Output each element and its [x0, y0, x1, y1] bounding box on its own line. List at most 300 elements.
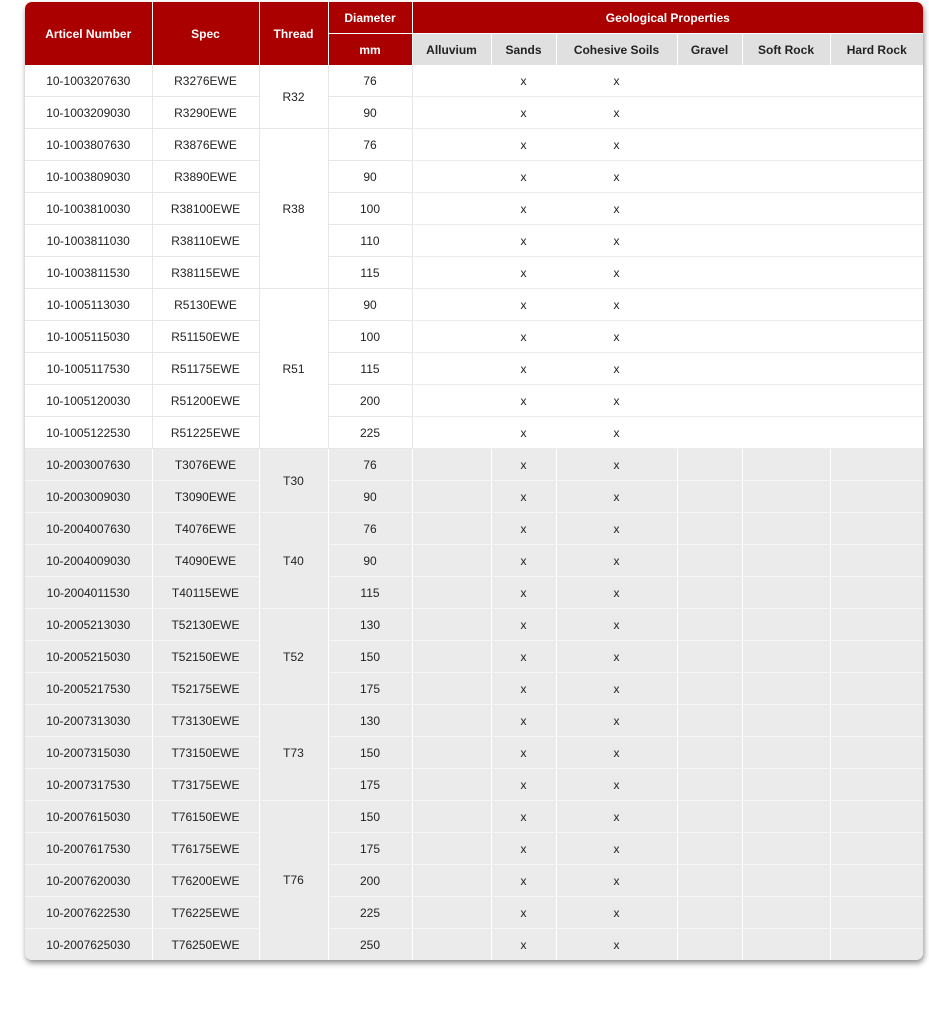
table-row	[25, 129, 923, 161]
cell-diameter: 76	[328, 513, 412, 545]
cell-diameter: 110	[328, 225, 412, 257]
cell-spec: R3876EWE	[152, 129, 259, 161]
cell-geo-gravel	[677, 257, 742, 289]
cell-diameter: 200	[328, 385, 412, 417]
cell-geo-hard-rock	[830, 385, 923, 417]
cell-geo-cohesive-soils: x	[556, 65, 677, 97]
cell-diameter: 115	[328, 257, 412, 289]
cell-geo-soft-rock	[742, 97, 830, 129]
cell-article-number: 10-1005113030	[25, 289, 152, 321]
header-article-number: Articel Number	[25, 2, 152, 65]
header-geo-soft-rock: Soft Rock	[742, 34, 830, 66]
cell-geo-gravel	[677, 609, 742, 641]
cell-geo-sands: x	[491, 129, 556, 161]
cell-diameter: 76	[328, 129, 412, 161]
cell-spec: R38110EWE	[152, 225, 259, 257]
cell-geo-cohesive-soils: x	[556, 481, 677, 513]
cell-geo-alluvium	[412, 193, 491, 225]
cell-spec: T76200EWE	[152, 865, 259, 897]
cell-diameter: 225	[328, 897, 412, 929]
cell-geo-soft-rock	[742, 289, 830, 321]
table-row	[25, 641, 923, 673]
cell-article-number: 10-2007315030	[25, 737, 152, 769]
cell-diameter: 100	[328, 193, 412, 225]
cell-geo-hard-rock	[830, 897, 923, 929]
cell-geo-hard-rock	[830, 321, 923, 353]
cell-article-number: 10-2004011530	[25, 577, 152, 609]
cell-geo-hard-rock	[830, 801, 923, 833]
cell-spec: T76250EWE	[152, 929, 259, 961]
cell-article-number: 10-2003009030	[25, 481, 152, 513]
cell-article-number: 10-1005115030	[25, 321, 152, 353]
table-row	[25, 929, 923, 961]
cell-diameter: 90	[328, 545, 412, 577]
cell-spec: R51175EWE	[152, 353, 259, 385]
cell-geo-cohesive-soils: x	[556, 257, 677, 289]
cell-geo-gravel	[677, 673, 742, 705]
cell-geo-soft-rock	[742, 673, 830, 705]
cell-geo-soft-rock	[742, 481, 830, 513]
cell-geo-cohesive-soils: x	[556, 769, 677, 801]
cell-diameter: 150	[328, 801, 412, 833]
cell-geo-cohesive-soils: x	[556, 609, 677, 641]
cell-geo-sands: x	[491, 65, 556, 97]
cell-thread: T76	[259, 801, 328, 961]
cell-geo-hard-rock	[830, 929, 923, 961]
cell-geo-gravel	[677, 929, 742, 961]
table-header	[25, 2, 923, 65]
cell-diameter: 76	[328, 449, 412, 481]
cell-geo-cohesive-soils: x	[556, 577, 677, 609]
header-geo-cohesive-soils: Cohesive Soils	[556, 34, 677, 66]
cell-geo-soft-rock	[742, 129, 830, 161]
header-geo-sands: Sands	[491, 34, 556, 66]
cell-diameter: 130	[328, 705, 412, 737]
cell-geo-soft-rock	[742, 353, 830, 385]
cell-geo-gravel	[677, 225, 742, 257]
cell-geo-hard-rock	[830, 225, 923, 257]
cell-spec: R3890EWE	[152, 161, 259, 193]
cell-geo-alluvium	[412, 769, 491, 801]
cell-geo-sands: x	[491, 385, 556, 417]
cell-geo-hard-rock	[830, 609, 923, 641]
cell-geo-cohesive-soils: x	[556, 353, 677, 385]
cell-thread: T73	[259, 705, 328, 801]
cell-geo-cohesive-soils: x	[556, 97, 677, 129]
cell-geo-sands: x	[491, 577, 556, 609]
cell-geo-soft-rock	[742, 225, 830, 257]
table-row	[25, 481, 923, 513]
cell-geo-cohesive-soils: x	[556, 449, 677, 481]
cell-diameter: 175	[328, 833, 412, 865]
table-row	[25, 865, 923, 897]
cell-geo-soft-rock	[742, 929, 830, 961]
cell-geo-alluvium	[412, 417, 491, 449]
cell-geo-sands: x	[491, 225, 556, 257]
cell-geo-soft-rock	[742, 193, 830, 225]
cell-geo-gravel	[677, 353, 742, 385]
cell-spec: R38115EWE	[152, 257, 259, 289]
table-row	[25, 289, 923, 321]
cell-article-number: 10-2007615030	[25, 801, 152, 833]
cell-geo-soft-rock	[742, 865, 830, 897]
cell-geo-gravel	[677, 577, 742, 609]
cell-geo-cohesive-soils: x	[556, 161, 677, 193]
cell-geo-hard-rock	[830, 705, 923, 737]
table-row	[25, 705, 923, 737]
cell-geo-soft-rock	[742, 321, 830, 353]
cell-geo-gravel	[677, 481, 742, 513]
table-body	[25, 65, 923, 960]
table-row	[25, 449, 923, 481]
cell-diameter: 90	[328, 481, 412, 513]
table-row	[25, 385, 923, 417]
product-table-card	[25, 2, 923, 960]
cell-geo-soft-rock	[742, 641, 830, 673]
cell-article-number: 10-1003807630	[25, 129, 152, 161]
cell-geo-sands: x	[491, 513, 556, 545]
table-row	[25, 801, 923, 833]
cell-geo-soft-rock	[742, 449, 830, 481]
cell-geo-gravel	[677, 801, 742, 833]
cell-geo-sands: x	[491, 641, 556, 673]
cell-geo-cohesive-soils: x	[556, 737, 677, 769]
cell-geo-alluvium	[412, 833, 491, 865]
cell-spec: T4076EWE	[152, 513, 259, 545]
table-row	[25, 769, 923, 801]
cell-geo-hard-rock	[830, 513, 923, 545]
cell-thread: T30	[259, 449, 328, 513]
cell-geo-alluvium	[412, 609, 491, 641]
cell-geo-cohesive-soils: x	[556, 897, 677, 929]
cell-diameter: 115	[328, 353, 412, 385]
cell-spec: T76225EWE	[152, 897, 259, 929]
cell-geo-gravel	[677, 865, 742, 897]
cell-diameter: 150	[328, 641, 412, 673]
cell-spec: T73150EWE	[152, 737, 259, 769]
cell-geo-gravel	[677, 545, 742, 577]
cell-geo-alluvium	[412, 865, 491, 897]
table-row	[25, 545, 923, 577]
cell-geo-soft-rock	[742, 737, 830, 769]
cell-diameter: 175	[328, 673, 412, 705]
cell-geo-cohesive-soils: x	[556, 801, 677, 833]
header-diameter-unit: mm	[328, 34, 412, 66]
cell-geo-cohesive-soils: x	[556, 385, 677, 417]
cell-spec: R51150EWE	[152, 321, 259, 353]
cell-article-number: 10-2004009030	[25, 545, 152, 577]
cell-geo-soft-rock	[742, 833, 830, 865]
cell-geo-alluvium	[412, 577, 491, 609]
cell-geo-alluvium	[412, 257, 491, 289]
cell-geo-gravel	[677, 449, 742, 481]
cell-geo-soft-rock	[742, 65, 830, 97]
cell-spec: T3090EWE	[152, 481, 259, 513]
table-row	[25, 161, 923, 193]
cell-geo-gravel	[677, 737, 742, 769]
table-row	[25, 737, 923, 769]
cell-geo-hard-rock	[830, 65, 923, 97]
cell-article-number: 10-1005117530	[25, 353, 152, 385]
cell-geo-sands: x	[491, 865, 556, 897]
cell-geo-hard-rock	[830, 97, 923, 129]
cell-thread: R32	[259, 65, 328, 129]
cell-spec: R38100EWE	[152, 193, 259, 225]
table-row	[25, 65, 923, 97]
table-row	[25, 321, 923, 353]
header-geo-hard-rock: Hard Rock	[830, 34, 923, 66]
cell-geo-alluvium	[412, 449, 491, 481]
cell-geo-sands: x	[491, 353, 556, 385]
cell-geo-cohesive-soils: x	[556, 289, 677, 321]
cell-geo-alluvium	[412, 641, 491, 673]
table-row	[25, 225, 923, 257]
cell-geo-hard-rock	[830, 193, 923, 225]
table-row	[25, 417, 923, 449]
cell-geo-gravel	[677, 321, 742, 353]
cell-geo-cohesive-soils: x	[556, 673, 677, 705]
cell-geo-alluvium	[412, 801, 491, 833]
cell-geo-sands: x	[491, 481, 556, 513]
cell-article-number: 10-2005213030	[25, 609, 152, 641]
cell-geo-soft-rock	[742, 897, 830, 929]
cell-geo-gravel	[677, 129, 742, 161]
cell-geo-gravel	[677, 193, 742, 225]
cell-geo-alluvium	[412, 161, 491, 193]
cell-spec: T52130EWE	[152, 609, 259, 641]
cell-article-number: 10-1003809030	[25, 161, 152, 193]
table-row	[25, 833, 923, 865]
cell-geo-sands: x	[491, 769, 556, 801]
cell-geo-alluvium	[412, 545, 491, 577]
cell-geo-cohesive-soils: x	[556, 929, 677, 961]
cell-diameter: 76	[328, 65, 412, 97]
cell-geo-hard-rock	[830, 481, 923, 513]
table-row	[25, 513, 923, 545]
cell-geo-gravel	[677, 97, 742, 129]
table-row	[25, 193, 923, 225]
cell-diameter: 225	[328, 417, 412, 449]
cell-geo-alluvium	[412, 353, 491, 385]
cell-thread: T40	[259, 513, 328, 609]
cell-diameter: 90	[328, 97, 412, 129]
header-row-top	[25, 2, 923, 34]
cell-geo-gravel	[677, 65, 742, 97]
cell-spec: R3276EWE	[152, 65, 259, 97]
cell-article-number: 10-1003811030	[25, 225, 152, 257]
cell-diameter: 150	[328, 737, 412, 769]
cell-article-number: 10-1005120030	[25, 385, 152, 417]
cell-spec: T52175EWE	[152, 673, 259, 705]
table-row	[25, 897, 923, 929]
cell-spec: T40115EWE	[152, 577, 259, 609]
cell-geo-sands: x	[491, 289, 556, 321]
cell-geo-alluvium	[412, 929, 491, 961]
cell-geo-gravel	[677, 769, 742, 801]
cell-geo-hard-rock	[830, 833, 923, 865]
cell-geo-soft-rock	[742, 705, 830, 737]
cell-article-number: 10-2007313030	[25, 705, 152, 737]
cell-diameter: 250	[328, 929, 412, 961]
cell-geo-alluvium	[412, 705, 491, 737]
header-geo-gravel: Gravel	[677, 34, 742, 66]
cell-spec: T76175EWE	[152, 833, 259, 865]
cell-geo-soft-rock	[742, 513, 830, 545]
cell-geo-sands: x	[491, 417, 556, 449]
header-spec: Spec	[152, 2, 259, 65]
cell-geo-hard-rock	[830, 353, 923, 385]
cell-diameter: 90	[328, 289, 412, 321]
cell-geo-sands: x	[491, 705, 556, 737]
cell-geo-hard-rock	[830, 769, 923, 801]
cell-geo-sands: x	[491, 545, 556, 577]
cell-article-number: 10-2007625030	[25, 929, 152, 961]
table-row	[25, 353, 923, 385]
cell-geo-cohesive-soils: x	[556, 641, 677, 673]
cell-geo-alluvium	[412, 225, 491, 257]
cell-geo-sands: x	[491, 161, 556, 193]
cell-diameter: 175	[328, 769, 412, 801]
cell-geo-alluvium	[412, 289, 491, 321]
cell-article-number: 10-2004007630	[25, 513, 152, 545]
cell-article-number: 10-1003811530	[25, 257, 152, 289]
cell-geo-hard-rock	[830, 449, 923, 481]
cell-geo-cohesive-soils: x	[556, 833, 677, 865]
cell-geo-sands: x	[491, 609, 556, 641]
cell-geo-cohesive-soils: x	[556, 225, 677, 257]
cell-spec: R5130EWE	[152, 289, 259, 321]
cell-geo-sands: x	[491, 193, 556, 225]
cell-spec: T76150EWE	[152, 801, 259, 833]
cell-geo-alluvium	[412, 897, 491, 929]
product-table	[25, 2, 923, 960]
cell-spec: T4090EWE	[152, 545, 259, 577]
table-row	[25, 577, 923, 609]
cell-geo-sands: x	[491, 321, 556, 353]
cell-article-number: 10-1003810030	[25, 193, 152, 225]
header-diameter: Diameter	[328, 2, 412, 34]
cell-geo-cohesive-soils: x	[556, 129, 677, 161]
header-geological-properties: Geological Properties	[412, 2, 923, 34]
cell-geo-hard-rock	[830, 545, 923, 577]
cell-geo-alluvium	[412, 737, 491, 769]
cell-geo-alluvium	[412, 321, 491, 353]
cell-geo-gravel	[677, 289, 742, 321]
cell-geo-alluvium	[412, 97, 491, 129]
cell-geo-hard-rock	[830, 129, 923, 161]
cell-geo-alluvium	[412, 513, 491, 545]
cell-article-number: 10-2005215030	[25, 641, 152, 673]
cell-spec: R51225EWE	[152, 417, 259, 449]
cell-thread: T52	[259, 609, 328, 705]
cell-diameter: 100	[328, 321, 412, 353]
cell-spec: R51200EWE	[152, 385, 259, 417]
cell-geo-sands: x	[491, 97, 556, 129]
cell-geo-cohesive-soils: x	[556, 545, 677, 577]
cell-article-number: 10-2007622530	[25, 897, 152, 929]
cell-geo-alluvium	[412, 481, 491, 513]
cell-spec: T73175EWE	[152, 769, 259, 801]
cell-geo-soft-rock	[742, 545, 830, 577]
cell-spec: T52150EWE	[152, 641, 259, 673]
cell-geo-gravel	[677, 385, 742, 417]
cell-geo-soft-rock	[742, 161, 830, 193]
cell-geo-cohesive-soils: x	[556, 865, 677, 897]
table-row	[25, 97, 923, 129]
cell-geo-soft-rock	[742, 577, 830, 609]
cell-geo-alluvium	[412, 129, 491, 161]
cell-diameter: 90	[328, 161, 412, 193]
table-row	[25, 673, 923, 705]
cell-spec: R3290EWE	[152, 97, 259, 129]
cell-geo-gravel	[677, 833, 742, 865]
cell-article-number: 10-2007617530	[25, 833, 152, 865]
cell-thread: R38	[259, 129, 328, 289]
cell-geo-sands: x	[491, 673, 556, 705]
cell-geo-gravel	[677, 513, 742, 545]
cell-geo-hard-rock	[830, 577, 923, 609]
header-thread: Thread	[259, 2, 328, 65]
cell-geo-hard-rock	[830, 673, 923, 705]
cell-geo-alluvium	[412, 673, 491, 705]
cell-spec: T3076EWE	[152, 449, 259, 481]
cell-thread: R51	[259, 289, 328, 449]
cell-geo-sands: x	[491, 801, 556, 833]
cell-geo-hard-rock	[830, 737, 923, 769]
cell-geo-soft-rock	[742, 257, 830, 289]
cell-geo-alluvium	[412, 385, 491, 417]
cell-article-number: 10-1003209030	[25, 97, 152, 129]
cell-geo-soft-rock	[742, 801, 830, 833]
cell-geo-cohesive-soils: x	[556, 193, 677, 225]
cell-geo-sands: x	[491, 833, 556, 865]
cell-geo-soft-rock	[742, 609, 830, 641]
cell-geo-gravel	[677, 417, 742, 449]
cell-diameter: 130	[328, 609, 412, 641]
cell-geo-hard-rock	[830, 417, 923, 449]
cell-geo-hard-rock	[830, 161, 923, 193]
cell-geo-gravel	[677, 705, 742, 737]
cell-geo-sands: x	[491, 257, 556, 289]
cell-article-number: 10-1005122530	[25, 417, 152, 449]
cell-diameter: 200	[328, 865, 412, 897]
table-row	[25, 257, 923, 289]
cell-geo-alluvium	[412, 65, 491, 97]
cell-geo-sands: x	[491, 929, 556, 961]
table-row	[25, 609, 923, 641]
cell-geo-sands: x	[491, 737, 556, 769]
cell-article-number: 10-2007317530	[25, 769, 152, 801]
cell-diameter: 115	[328, 577, 412, 609]
cell-geo-gravel	[677, 897, 742, 929]
cell-geo-gravel	[677, 641, 742, 673]
cell-geo-hard-rock	[830, 641, 923, 673]
cell-geo-hard-rock	[830, 257, 923, 289]
cell-geo-gravel	[677, 161, 742, 193]
cell-geo-cohesive-soils: x	[556, 417, 677, 449]
cell-article-number: 10-2005217530	[25, 673, 152, 705]
cell-article-number: 10-1003207630	[25, 65, 152, 97]
cell-spec: T73130EWE	[152, 705, 259, 737]
cell-geo-hard-rock	[830, 289, 923, 321]
cell-geo-soft-rock	[742, 417, 830, 449]
cell-geo-cohesive-soils: x	[556, 705, 677, 737]
cell-article-number: 10-2007620030	[25, 865, 152, 897]
cell-geo-hard-rock	[830, 865, 923, 897]
cell-geo-cohesive-soils: x	[556, 513, 677, 545]
header-geo-alluvium: Alluvium	[412, 34, 491, 66]
cell-geo-soft-rock	[742, 769, 830, 801]
